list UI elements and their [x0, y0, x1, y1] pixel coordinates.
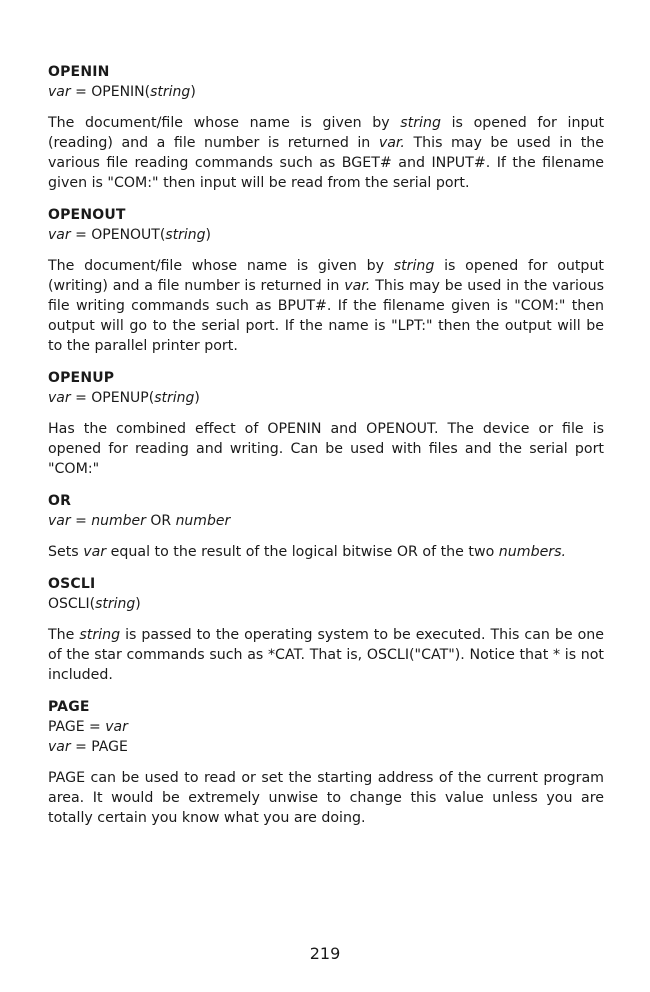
italic-text-run: var: [48, 84, 71, 100]
description-paragraph: [48, 113, 604, 193]
syntax-line: [48, 225, 604, 245]
page-body: [48, 62, 604, 840]
text-run: PAGE can be used to read or set the starting address of the current program area. It would be extremely unwise to change this value unless you are totally certain you know what you are doing.: [48, 770, 604, 826]
syntax-line: [48, 594, 604, 614]
syntax-block: [48, 225, 604, 245]
text-run: OSCLI(: [48, 596, 96, 612]
text-run: is opened for output (writing) and a file number is returned in: [48, 258, 604, 294]
text-run: = OPENUP(: [70, 390, 155, 406]
text-run: The: [48, 627, 80, 643]
description-paragraph: [48, 768, 604, 828]
keyword-heading: OPENIN: [48, 64, 110, 80]
entry-openin: [48, 62, 604, 193]
keyword-heading: OSCLI: [48, 576, 96, 592]
text-run: Sets: [48, 544, 84, 560]
description-paragraph: [48, 542, 604, 562]
keyword-heading: OPENOUT: [48, 207, 126, 223]
keyword-heading: PAGE: [48, 699, 90, 715]
syntax-block: [48, 511, 604, 531]
italic-text-run: string: [79, 627, 121, 643]
text-run: OR: [145, 513, 176, 529]
syntax-line: [48, 511, 604, 531]
page-number: 219: [309, 944, 341, 963]
keyword-heading: OR: [48, 493, 72, 509]
italic-text-run: number: [175, 513, 231, 529]
syntax-line: [48, 737, 604, 757]
italic-text-run: string: [393, 258, 435, 274]
italic-text-run: var: [48, 227, 71, 243]
text-run: The document/file whose name is given by: [48, 115, 401, 131]
syntax-block: [48, 717, 604, 757]
description-paragraph: [48, 256, 604, 356]
italic-text-run: numbers.: [498, 544, 567, 560]
text-run: ): [194, 390, 200, 406]
syntax-line: [48, 717, 604, 737]
italic-text-run: string: [400, 115, 441, 131]
italic-text-run: var.: [378, 135, 405, 151]
text-run: ): [135, 596, 141, 612]
text-run: PAGE =: [48, 719, 106, 735]
syntax-block: [48, 388, 604, 408]
syntax-line: [48, 82, 604, 102]
text-run: This may be used in the various file reading commands such as BGET# and INPUT#. If the filename given is "COM:" then input will be read from the serial port.: [48, 135, 604, 191]
italic-text-run: var: [48, 513, 71, 529]
text-run: ): [190, 84, 196, 100]
text-run: The document/file whose name is given by: [48, 258, 394, 274]
text-run: =: [70, 513, 92, 529]
text-run: = PAGE: [70, 739, 128, 755]
italic-text-run: var: [48, 739, 71, 755]
italic-text-run: var: [83, 544, 107, 560]
text-run: This may be used in the various file writing commands such as BPUT#. If the filename given is "COM:" then output will go to the serial port. If the name is "LPT:" then the output will be to the parallel printer port.: [48, 278, 604, 354]
syntax-block: [48, 594, 604, 614]
italic-text-run: var.: [344, 278, 371, 294]
text-run: equal to the result of the logical bitwise OR of the two: [106, 544, 499, 560]
text-run: Has the combined effect of OPENIN and OPENOUT. The device or file is opened for reading and writing. Can be used with files and the serial port "COM:": [48, 421, 604, 477]
italic-text-run: string: [154, 390, 195, 406]
description-paragraph: [48, 625, 604, 685]
italic-text-run: var: [48, 390, 71, 406]
text-run: = OPENIN(: [70, 84, 151, 100]
keyword-heading: OPENUP: [48, 370, 115, 386]
entry-openout: [48, 205, 604, 356]
italic-text-run: string: [165, 227, 206, 243]
entry-or: [48, 491, 604, 562]
text-run: is opened for input (reading) and a file number is returned in: [48, 115, 605, 151]
italic-text-run: string: [95, 596, 136, 612]
italic-text-run: var: [105, 719, 128, 735]
text-run: is passed to the operating system to be executed. This can be one of the star commands such as *CAT. That is, OSCLI("CAT"). Notice that * is not included.: [48, 627, 604, 683]
entry-page: [48, 697, 604, 828]
syntax-line: [48, 388, 604, 408]
description-paragraph: [48, 419, 604, 479]
entry-openup: [48, 368, 604, 479]
italic-text-run: string: [150, 84, 191, 100]
syntax-block: [48, 82, 604, 102]
entry-oscli: [48, 574, 604, 685]
text-run: = OPENOUT(: [70, 227, 166, 243]
text-run: ): [205, 227, 211, 243]
italic-text-run: number: [91, 513, 146, 529]
